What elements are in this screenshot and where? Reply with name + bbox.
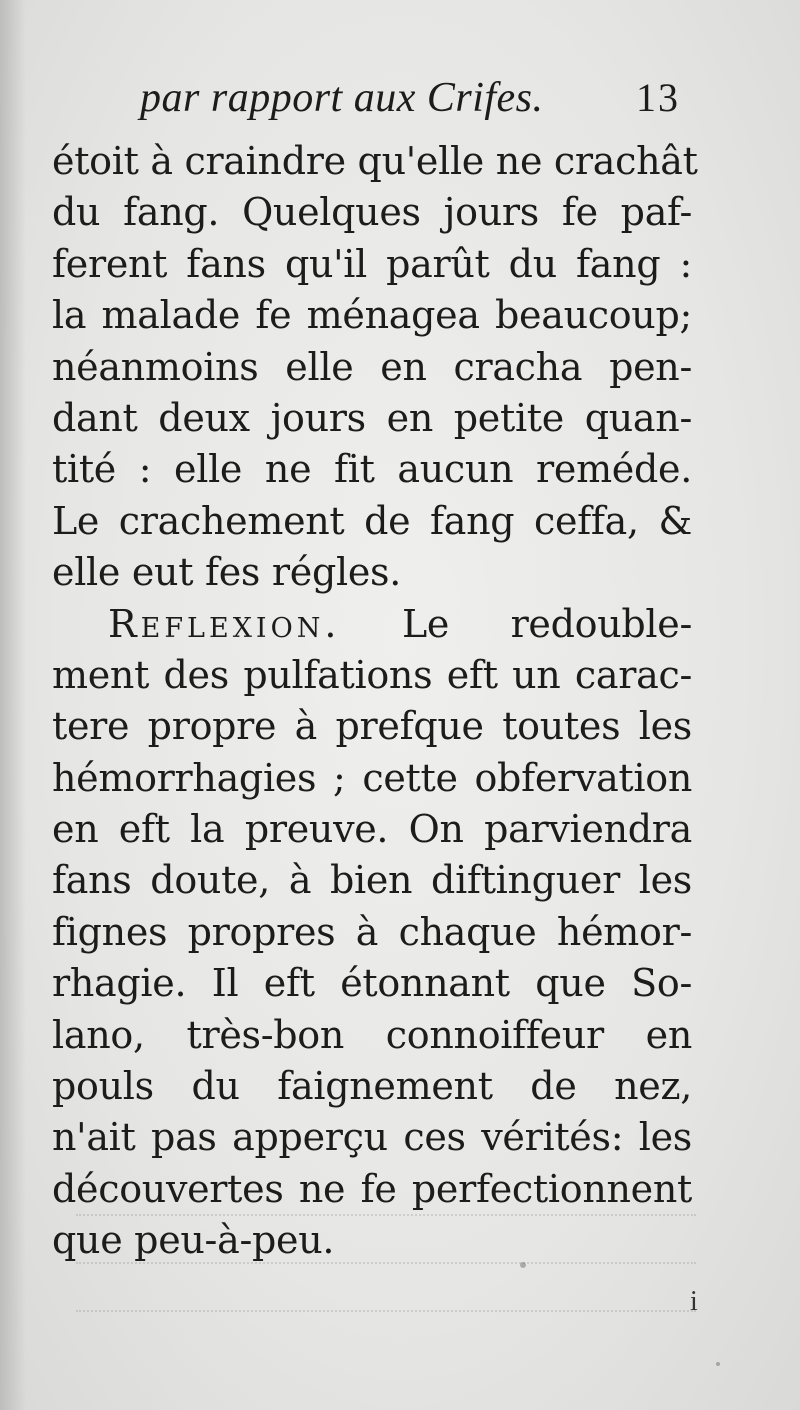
paper-speck bbox=[716, 1362, 720, 1366]
text-line: la malade fe ménagea beaucoup; bbox=[52, 293, 692, 338]
text-line: Le crachement de fang ceffa, & bbox=[52, 498, 692, 543]
text-line: n'ait pas apperçu ces vérités: les bbox=[52, 1115, 692, 1160]
text-line: en eft la preuve. On parviendra bbox=[52, 807, 692, 852]
text-line: ferent fans qu'il parût du fang : bbox=[52, 241, 692, 286]
text-line: pouls du faignement de nez, bbox=[52, 1064, 692, 1109]
text-line: ment des pulfations eft un carac- bbox=[52, 652, 692, 697]
text-line: fignes propres à chaque hémor- bbox=[52, 909, 692, 954]
bleed-through-line bbox=[76, 1310, 696, 1316]
catch-mark: i bbox=[690, 1286, 698, 1317]
body-text bbox=[52, 136, 698, 1267]
text-line: découvertes ne fe perfectionnent bbox=[52, 1166, 692, 1211]
gutter-shadow bbox=[0, 0, 26, 1410]
text-line: néanmoins elle en cracha pen- bbox=[52, 344, 692, 389]
page-number: 13 bbox=[636, 75, 680, 120]
text-line: que peu-à-peu. bbox=[52, 1218, 335, 1263]
text-line: tité : elle ne fit aucun reméde. bbox=[52, 447, 692, 492]
bleed-through-line bbox=[76, 1262, 696, 1268]
text-line: elle eut fes régles. bbox=[52, 550, 402, 595]
text-line: rhagie. Il eft étonnant que So- bbox=[52, 961, 692, 1006]
paper-speck bbox=[520, 1262, 526, 1268]
reflexion-first-line-text: Le redouble- bbox=[401, 601, 693, 646]
text-line: lano, très-bon connoiffeur en bbox=[52, 1012, 692, 1057]
text-line: étoit à craindre qu'elle ne crachât bbox=[52, 139, 698, 183]
running-head-title: par rapport aux Crifes. bbox=[140, 75, 544, 121]
text-line: tere propre à prefque toutes les bbox=[52, 704, 692, 749]
text-line: du fang. Quelques jours fe paf- bbox=[52, 190, 692, 235]
text-line: dant deux jours en petite quan- bbox=[52, 395, 692, 440]
reflexion-first-line bbox=[52, 599, 692, 650]
reflexion-heading: Reflexion. bbox=[108, 601, 341, 646]
text-line: fans doute, à bien diftinguer les bbox=[52, 858, 692, 903]
text-line: hémorrhagies ; cette obfervation bbox=[52, 755, 692, 800]
running-head bbox=[140, 74, 680, 130]
bleed-through-line bbox=[76, 1214, 696, 1220]
